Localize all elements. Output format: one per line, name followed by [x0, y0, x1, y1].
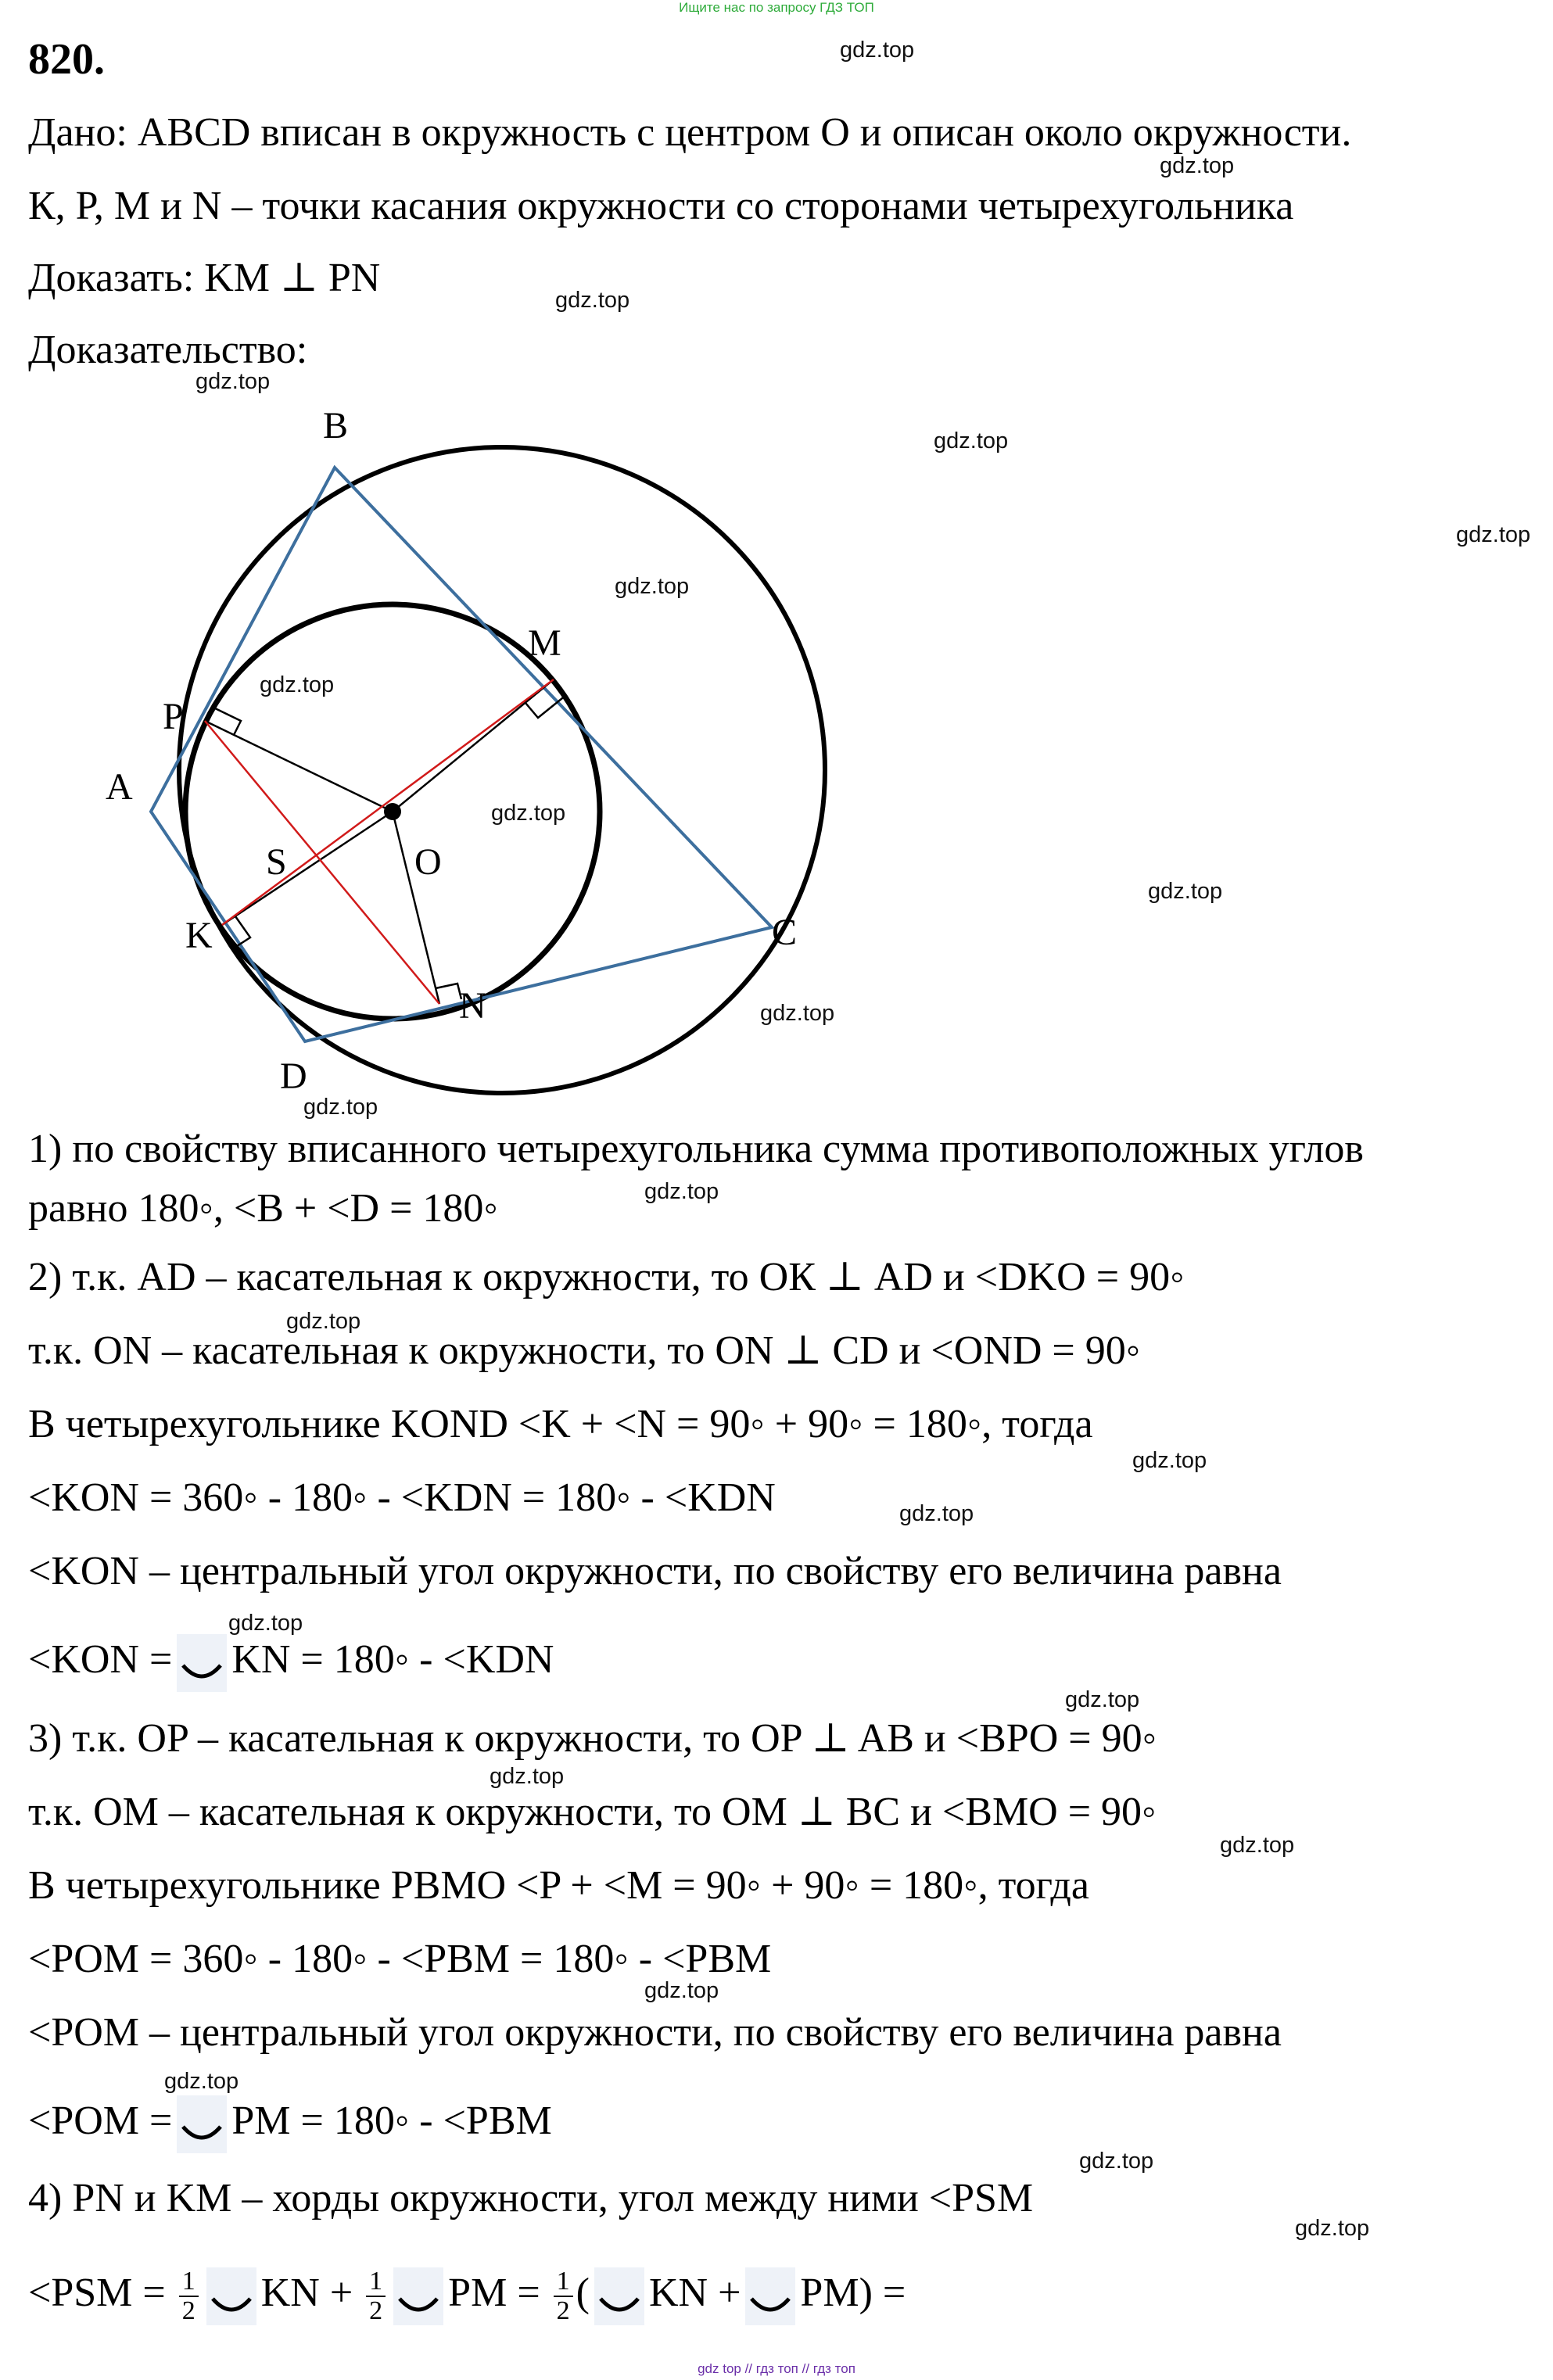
fraction-half: $\frac{1}{2}$ [554, 2267, 573, 2325]
psm-open-paren: ( [576, 2270, 590, 2315]
step1-line-b: равно 180◦, <B + <D = 180◦ [28, 1186, 498, 1231]
watermark: gdz.top [1456, 522, 1531, 547]
given-line-2: К, P, M и N – точки касания окружности со сторонами четырехугольника [28, 184, 1294, 228]
step3-line-f [28, 2095, 552, 2153]
watermark: gdz.top [260, 672, 335, 697]
watermark: gdz.top [644, 1179, 719, 1204]
watermark: gdz.top [644, 1978, 719, 2003]
step2-line-c: В четырехугольнике KOND <K + <N = 90◦ + 90◦ = 180◦, тогда [28, 1402, 1093, 1446]
psm-prefix: <PSM = [28, 2270, 166, 2315]
step2-f-suffix: KN = 180◦ - <KDN [231, 1636, 554, 1682]
arc-symbol-kn [177, 1634, 227, 1692]
given-line-1: Дано: ABCD вписан в окружность с центром O и описан около окружности. [28, 110, 1352, 155]
watermark: gdz.top [164, 2069, 239, 2094]
watermark: gdz.top [1148, 879, 1223, 904]
arc-symbol-pm-2 [393, 2267, 443, 2325]
watermark: gdz.top [1295, 2216, 1370, 2241]
step1-line-a: 1) по свойству вписанного четырехугольника сумма противоположных углов [28, 1127, 1364, 1171]
proof-title: Доказательство: [28, 328, 308, 372]
task-number: 820. [28, 35, 105, 84]
watermark: gdz.top [615, 574, 690, 599]
right-angle-n [436, 984, 461, 999]
psm-pm-close: PM) = [800, 2270, 906, 2315]
watermark: gdz.top [1132, 1448, 1207, 1473]
bottom-banner[interactable]: gdz top // гдз топ // гдз топ [698, 2361, 855, 2376]
step3-line-c: В четырехугольнике PBMO <P + <M = 90◦ + 90◦ = 180◦, тогда [28, 1863, 1089, 1908]
label-s: S [266, 841, 287, 883]
watermark: gdz.top [1160, 153, 1235, 178]
center-point-o [384, 803, 401, 820]
step2-line-d: <KON = 360◦ - 180◦ - <KDN = 180◦ - <KDN [28, 1475, 776, 1520]
watermark: gdz.top [1220, 1833, 1295, 1858]
watermark: gdz.top [228, 1611, 303, 1636]
step3-line-a: 3) т.к. OP – касательная к окружности, то OP ⊥ AB и <BPO = 90◦ [28, 1716, 1157, 1761]
step2-f-prefix: <KON = [28, 1636, 173, 1682]
fraction-half: $\frac{1}{2}$ [366, 2267, 386, 2325]
label-c: C [772, 912, 798, 953]
watermark: gdz.top [760, 1001, 835, 1026]
fraction-half: $\frac{1}{2}$ [179, 2267, 199, 2325]
step3-f-suffix: PM = 180◦ - <PBM [231, 2098, 552, 2143]
label-b: B [323, 405, 349, 446]
label-a: A [106, 766, 133, 808]
label-p: P [163, 696, 184, 737]
watermark: gdz.top [934, 428, 1009, 453]
step2-line-a: 2) т.к. AD – касательная к окружности, то OК ⊥ AD и <DKO = 90◦ [28, 1255, 1185, 1299]
watermark: gdz.top [840, 38, 915, 63]
watermark: gdz.top [286, 1309, 361, 1334]
prove-line: Доказать: KM ⊥ PN [28, 256, 381, 300]
radius-ok [222, 812, 393, 925]
step2-line-e: <KON – центральный угол окружности, по свойству его величина равна [28, 1549, 1282, 1593]
label-o: O [414, 841, 442, 883]
watermark: gdz.top [1065, 1687, 1140, 1712]
psm-kn-plus: KN + [260, 2270, 353, 2315]
label-k: K [185, 915, 213, 956]
arc-symbol-pm-3 [745, 2267, 795, 2325]
psm-kn-plus-2: KN + [648, 2270, 741, 2315]
watermark: gdz.top [1079, 2149, 1154, 2174]
step4-line-a: 4) PN и KM – хорды окружности, угол между ними <PSM [28, 2176, 1034, 2220]
label-d: D [280, 1056, 307, 1097]
watermark: gdz.top [491, 801, 566, 826]
step3-line-d: <POM = 360◦ - 180◦ - <PBM = 180◦ - <PBM [28, 1937, 772, 1981]
watermark: gdz.top [490, 1764, 565, 1789]
step3-line-e: <POM – центральный угол окружности, по свойству его величина равна [28, 2010, 1282, 2055]
label-m: M [528, 622, 561, 664]
top-banner[interactable]: Ищите нас по запросу ГДЗ ТОП [679, 0, 874, 15]
arc-symbol-kn-3 [594, 2267, 644, 2325]
step4-line-b [28, 2267, 906, 2325]
step2-line-b: т.к. ON – касательная к окружности, то ON ⊥ CD и <OND = 90◦ [28, 1328, 1141, 1373]
watermark: gdz.top [195, 369, 271, 394]
watermark: gdz.top [555, 288, 630, 313]
arc-symbol-kn-2 [206, 2267, 256, 2325]
psm-pm-eq: PM = [448, 2270, 540, 2315]
step2-line-f [28, 1634, 554, 1692]
label-n: N [459, 985, 486, 1027]
watermark: gdz.top [303, 1095, 378, 1120]
step3-line-b: т.к. OM – касательная к окружности, то OM ⊥ BC и <BMO = 90◦ [28, 1790, 1157, 1834]
watermark: gdz.top [899, 1501, 974, 1526]
arc-symbol-pm [177, 2095, 227, 2153]
radius-om [393, 679, 554, 812]
step3-f-prefix: <POM = [28, 2098, 173, 2143]
